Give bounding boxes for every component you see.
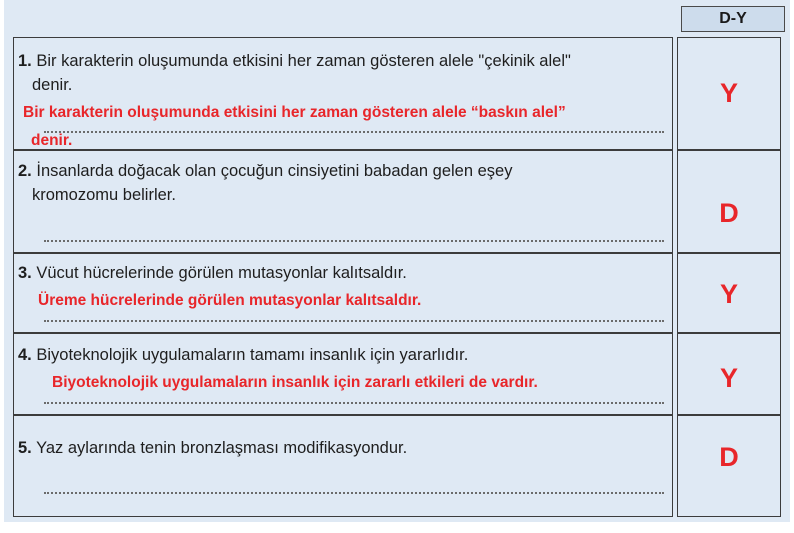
answer-dotted-line (44, 492, 664, 494)
correction-text: Üreme hücrelerinde görülen mutasyonlar kalıtsaldır. (38, 292, 422, 309)
answer-column-header: D-Y (681, 6, 785, 32)
answer-mark: D (719, 442, 739, 472)
answer-dotted-line (44, 131, 664, 133)
statement-cell (13, 253, 673, 333)
statement-text (18, 436, 658, 460)
statement-line: Yaz aylarında tenin bronzlaşması modifikasyondur. (36, 439, 408, 457)
worksheet (4, 0, 790, 522)
statement-line: Vücut hücrelerinde görülen mutasyonlar kalıtsaldır. (36, 264, 407, 282)
answer-cell (677, 37, 781, 150)
correction-text: Biyoteknolojik uygulamaların insanlık için zararlı etkileri de vardır. (52, 374, 538, 391)
statement-line-continued: denir. (32, 76, 73, 94)
statement-cell (13, 415, 673, 517)
question-number: 4. (18, 346, 32, 364)
question-number: 1. (18, 52, 32, 70)
statement-text (18, 159, 658, 207)
answer-dotted-line (44, 402, 664, 404)
answer-cell (677, 415, 781, 517)
question-row-2 (13, 150, 781, 253)
answer-mark: D (719, 198, 739, 228)
question-number: 3. (18, 264, 32, 282)
answer-mark: Y (719, 279, 738, 309)
answer-mark: Y (719, 78, 738, 108)
statement-cell (13, 150, 673, 253)
statement-cell (13, 37, 673, 150)
answer-cell (677, 333, 781, 415)
statement-text (18, 343, 658, 367)
statement-text (18, 261, 658, 285)
statement-cell (13, 333, 673, 415)
answer-dotted-line (44, 240, 664, 242)
answer-cell (677, 253, 781, 333)
correction-text: Bir karakterin oluşumunda etkisini her zaman gösteren alele “baskın alel” (23, 104, 566, 121)
question-number: 5. (18, 439, 32, 457)
statement-line-continued: kromozomu belirler. (32, 186, 176, 204)
question-row-3 (13, 253, 781, 333)
correction-text-continued: denir. (31, 132, 73, 149)
statement-line: Bir karakterin oluşumunda etkisini her zaman gösteren alele "çekinik alel" (36, 52, 571, 70)
statement-text (18, 49, 658, 97)
answer-mark: Y (719, 363, 738, 393)
question-row-1 (13, 37, 781, 150)
statement-line: İnsanlarda doğacak olan çocuğun cinsiyetini babadan gelen eşey (36, 162, 513, 180)
answer-dotted-line (44, 320, 664, 322)
answer-cell (677, 150, 781, 253)
question-number: 2. (18, 162, 32, 180)
statement-line: Biyoteknolojik uygulamaların tamamı insanlık için yararlıdır. (36, 346, 469, 364)
question-row-4 (13, 333, 781, 415)
question-row-5 (13, 415, 781, 517)
